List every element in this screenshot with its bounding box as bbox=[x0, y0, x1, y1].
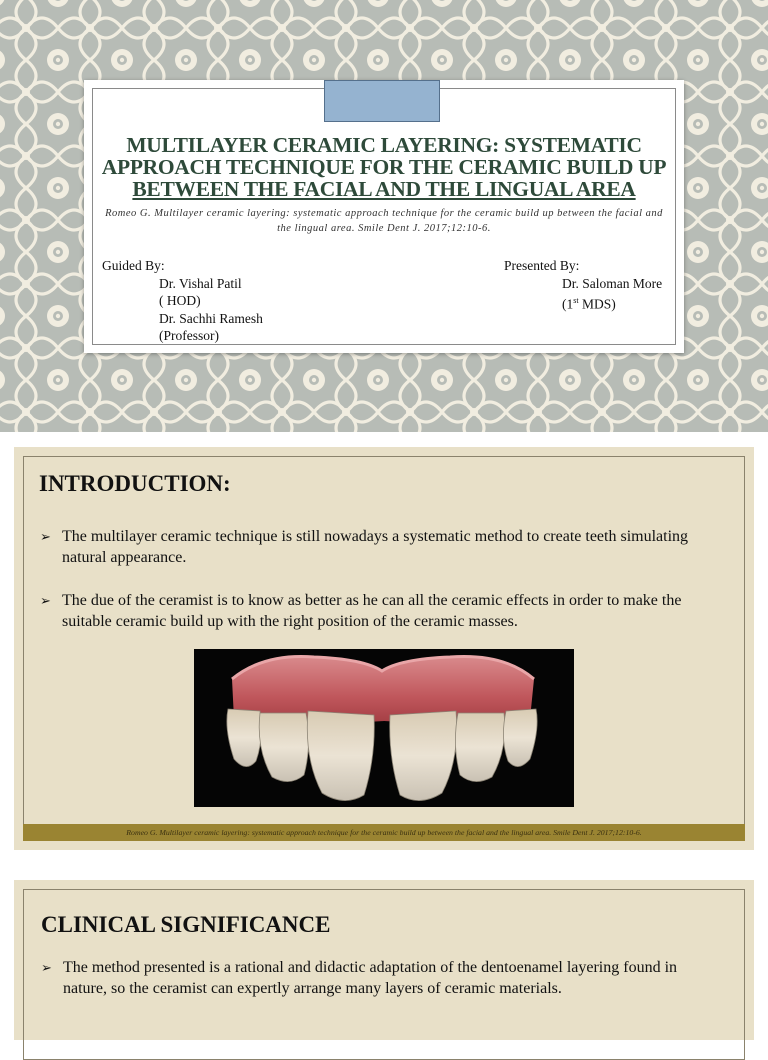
teeth-gingiva-photo bbox=[194, 649, 574, 807]
year-sup: st bbox=[573, 296, 579, 305]
presenter-name: Dr. Saloman More bbox=[562, 275, 663, 291]
title-tab-decoration bbox=[324, 80, 440, 122]
source-caption: Romeo G. Multilayer ceramic layering: systematic approach technique for the ceramic build up between the facial and the lingual area. Smile Dent J. 2017;12:10-6. bbox=[23, 824, 745, 841]
title-line: MULTILAYER CERAMIC LAYERING: SYSTEMATIC bbox=[126, 133, 642, 157]
guided-by-block bbox=[102, 257, 263, 345]
bullet-item bbox=[40, 526, 720, 568]
introduction-slide bbox=[14, 447, 754, 850]
title-line: BETWEEN THE FACIAL AND THE LINGUAL AREA bbox=[132, 177, 636, 201]
guided-by-label: Guided By: bbox=[102, 258, 165, 273]
arrow-bullet-icon: ➢ bbox=[40, 529, 51, 544]
guide-line: (Professor) bbox=[159, 328, 219, 343]
bullet-text: The multilayer ceramic technique is still nowadays a systematic method to create teeth simulating natural appearance. bbox=[62, 528, 689, 566]
arrow-bullet-icon: ➢ bbox=[40, 593, 51, 608]
presenter-year bbox=[504, 292, 662, 313]
bullet-item bbox=[41, 957, 721, 999]
year-prefix: (1 bbox=[562, 296, 574, 312]
bullet-text: The due of the ceramist is to know as better as he can all the ceramic effects in order to make the suitable ceramic build up with the right position of the ceramic masses. bbox=[62, 592, 682, 630]
title-citation: Romeo G. Multilayer ceramic layering: systematic approach technique for the ceramic build up between the facial and the lingual area. Smile Dent J. 2017;12:10-6. bbox=[105, 208, 663, 234]
clinical-significance-slide bbox=[14, 880, 754, 1040]
presented-by-label: Presented By: bbox=[504, 258, 580, 273]
section-title: INTRODUCTION: bbox=[39, 471, 231, 496]
title-line: APPROACH TECHNIQUE FOR THE CERAMIC BUILD UP bbox=[101, 155, 667, 179]
presented-by-block bbox=[504, 257, 662, 313]
title-slide bbox=[0, 0, 768, 432]
guide-line: Dr. Sachhi Ramesh bbox=[159, 310, 263, 326]
teeth-illustration bbox=[194, 649, 574, 807]
year-suffix: MDS) bbox=[578, 296, 616, 312]
bullet-item bbox=[40, 590, 730, 632]
guide-line: ( HOD) bbox=[159, 293, 201, 308]
bullet-text: The method presented is a rational and didactic adaptation of the dentoenamel layering found in nature, so the ceramist can expertly arrange many layers of ceramic materials. bbox=[63, 959, 678, 997]
guide-line: Dr. Vishal Patil bbox=[159, 275, 242, 291]
section-title: CLINICAL SIGNIFICANCE bbox=[41, 912, 331, 937]
arrow-bullet-icon: ➢ bbox=[41, 960, 52, 975]
title-card bbox=[84, 80, 684, 353]
slide-title bbox=[98, 134, 670, 200]
